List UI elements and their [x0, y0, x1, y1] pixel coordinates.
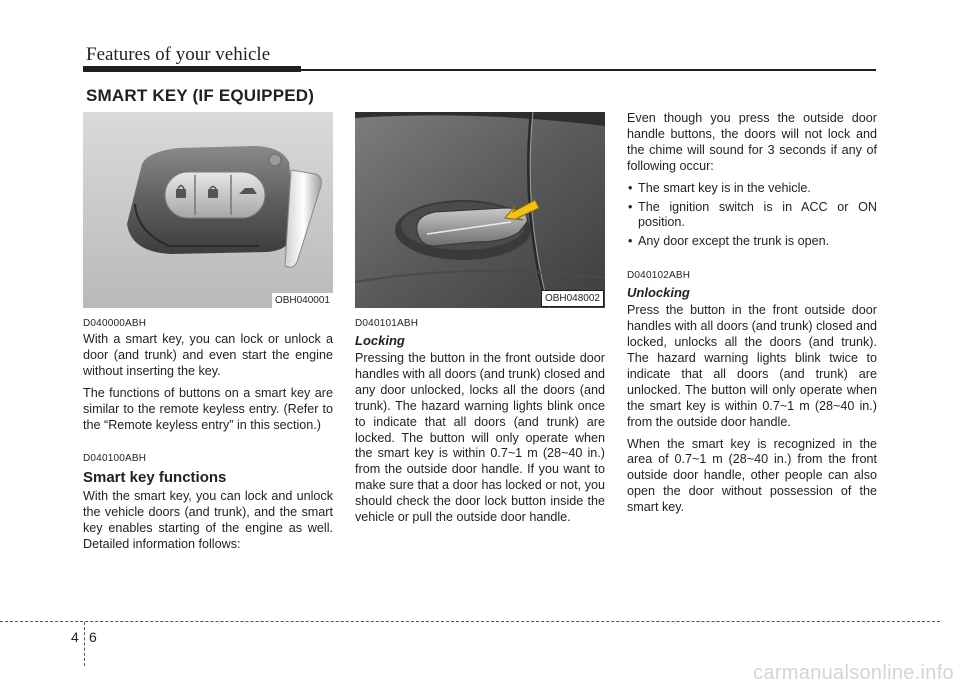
figure-door-handle — [355, 112, 605, 308]
figure-caption-key: OBH040001 — [272, 293, 333, 308]
paragraph: With the smart key, you can lock and unlock the vehicle doors (and trunk), and the smart key enables starting of the engine as well. Detailed information follows: — [83, 489, 333, 552]
list-item: • Any door except the trunk is open. — [627, 234, 877, 250]
paragraph: With a smart key, you can lock or unlock a door (and trunk) and even start the engine without inserting the key. — [83, 332, 333, 378]
door-handle-illustration — [355, 112, 605, 308]
section-code: D040101ABH — [355, 318, 419, 329]
paragraph: Even though you press the outside door handle buttons, the doors will not lock and the chime will sound for 3 seconds if any of following occur: — [627, 111, 877, 173]
subheading-smart-key-functions: Smart key functions — [83, 469, 227, 487]
column-2 — [355, 112, 605, 532]
column-1 — [83, 112, 333, 559]
header-rule-thick — [83, 66, 301, 72]
page-number: 6 — [89, 629, 97, 645]
smart-key-illustration — [83, 112, 333, 308]
figure-caption-door: OBH048002 — [541, 290, 604, 307]
paragraph: The functions of buttons on a smart key are similar to the remote keyless entry. (Refer to the “Remote keyless entry” in this section.) — [83, 385, 333, 432]
watermark: carmanualsonline.info — [753, 662, 954, 684]
chapter-number: 4 — [71, 629, 79, 645]
section-code: D040100ABH — [83, 453, 147, 465]
paragraph: Pressing the button in the front outside door handles with all doors (and trunk) closed and any door unlocked, locks all the doors (and trunk). The hazard warning lights blink once to indicate that all doors (and trunk) are locked. The button will only operate when the smart key is within 0.7~1 m (28~40 in.) from the outside door handle. If you want to make sure that a door has locked or not, you should check the door lock button inside the vehicle or pull the outside door handle. — [355, 351, 605, 525]
paragraph: When the smart key is recognized in the area of 0.7~1 m (28~40 in.) from the front outside door handle, other people can also open the door without possession of the smart key. — [627, 436, 877, 515]
column-3 — [627, 111, 877, 522]
header-rule-thin — [301, 69, 876, 71]
bullet-list — [627, 181, 877, 251]
subheading-unlocking: Unlocking — [627, 285, 690, 301]
figure-smart-key — [83, 112, 333, 308]
section-title: SMART KEY (IF EQUIPPED) — [86, 86, 315, 105]
footer-rule — [0, 621, 940, 622]
section-code: D040000ABH — [83, 318, 147, 329]
paragraph: Press the button in the front outside door handles with all doors (and trunk) closed and locked, unlocks all the doors (and trunk). The hazard warning lights blink twice to indicate that all doors (and trunk) are unlocked. The button will only operate when the smart key is within 0.7~1 m (28~40 in.) from the outside door handle. — [627, 303, 877, 429]
list-item: • The ignition switch is in ACC or ON position. — [627, 200, 877, 232]
running-header: Features of your vehicle — [86, 44, 271, 65]
subheading-locking: Locking — [355, 333, 405, 348]
section-code: D040102ABH — [627, 270, 691, 282]
footer-divider — [84, 622, 85, 666]
list-item: • The smart key is in the vehicle. — [627, 181, 877, 197]
